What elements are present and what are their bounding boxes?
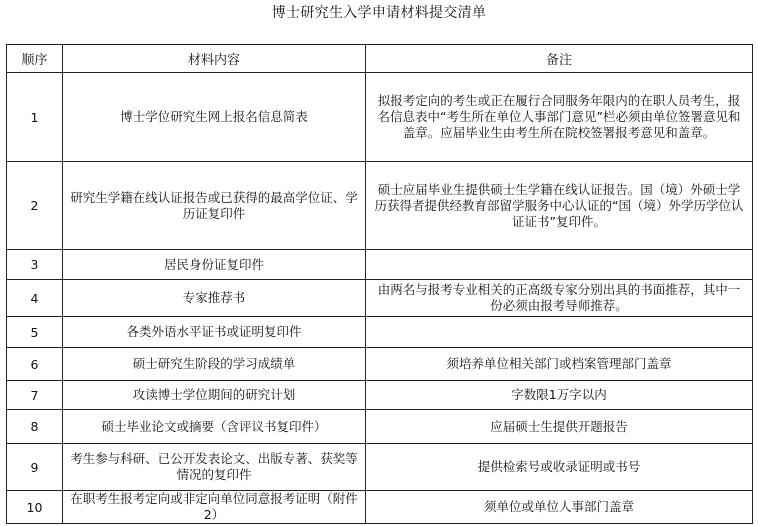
row-number: 6 [7,348,63,381]
row-number: 3 [7,250,63,280]
material-cell: 研究生学籍在线认证报告或已获得的最高学位证、学历证复印件 [63,162,366,250]
header-material: 材料内容 [63,45,366,73]
note-cell [366,317,753,348]
document-title: 博士研究生入学申请材料提交清单 [271,5,487,21]
material-cell: 硕士毕业论文或摘要（含评议书复印件） [63,410,366,444]
header-order: 顺序 [7,45,63,73]
note-cell: 由两名与报考专业相关的正高级专家分别出具的书面推荐，其中一份必须由报考导师推荐。 [366,280,753,317]
row-number: 1 [7,73,63,162]
material-cell: 攻读博士学位期间的研究计划 [63,381,366,410]
row-number: 2 [7,162,63,250]
material-cell: 居民身份证复印件 [63,250,366,280]
note-cell: 字数限1万字以内 [366,381,753,410]
row-number: 4 [7,280,63,317]
table-row [7,280,753,317]
note-cell: 应届硕士生提供开题报告 [366,410,753,444]
table-row [7,162,753,250]
material-cell: 考生参与科研、已公开发表论文、出版专著、获奖等情况的复印件 [63,444,366,491]
table-row [7,73,753,162]
note-cell: 须培养单位相关部门或档案管理部门盖章 [366,348,753,381]
table-row [7,381,753,410]
table-row [7,250,753,280]
material-cell: 专家推荐书 [63,280,366,317]
row-number: 10 [7,491,63,524]
header-note: 备注 [366,45,753,73]
table-row [7,491,753,524]
material-cell: 在职考生报考定向或非定向单位同意报考证明（附件2） [63,491,366,524]
material-cell: 各类外语水平证书或证明复印件 [63,317,366,348]
table-row [7,317,753,348]
table-row [7,410,753,444]
material-cell: 硕士研究生阶段的学习成绩单 [63,348,366,381]
table-header-row [7,45,753,73]
row-number: 9 [7,444,63,491]
row-number: 7 [7,381,63,410]
row-number: 5 [7,317,63,348]
note-cell [366,250,753,280]
note-cell: 硕士应届毕业生提供硕士生学籍在线认证报告。国（境）外硕士学历获得者提供经教育部留学服务中心认证的“国（境）外学历学位认证证书”复印件。 [366,162,753,250]
table-row [7,444,753,491]
material-cell: 博士学位研究生网上报名信息简表 [63,73,366,162]
row-number: 8 [7,410,63,444]
note-cell: 提供检索号或收录证明或书号 [366,444,753,491]
note-cell: 须单位或单位人事部门盖章 [366,491,753,524]
materials-table [6,44,753,524]
table-row [7,348,753,381]
note-cell: 拟报考定向的考生或正在履行合同服务年限内的在职人员考生，报名信息表中“考生所在单位人事部门意见”栏必须由单位签署意见和盖章。应届毕业生由考生所在院校签署报考意见和盖章。 [366,73,753,162]
